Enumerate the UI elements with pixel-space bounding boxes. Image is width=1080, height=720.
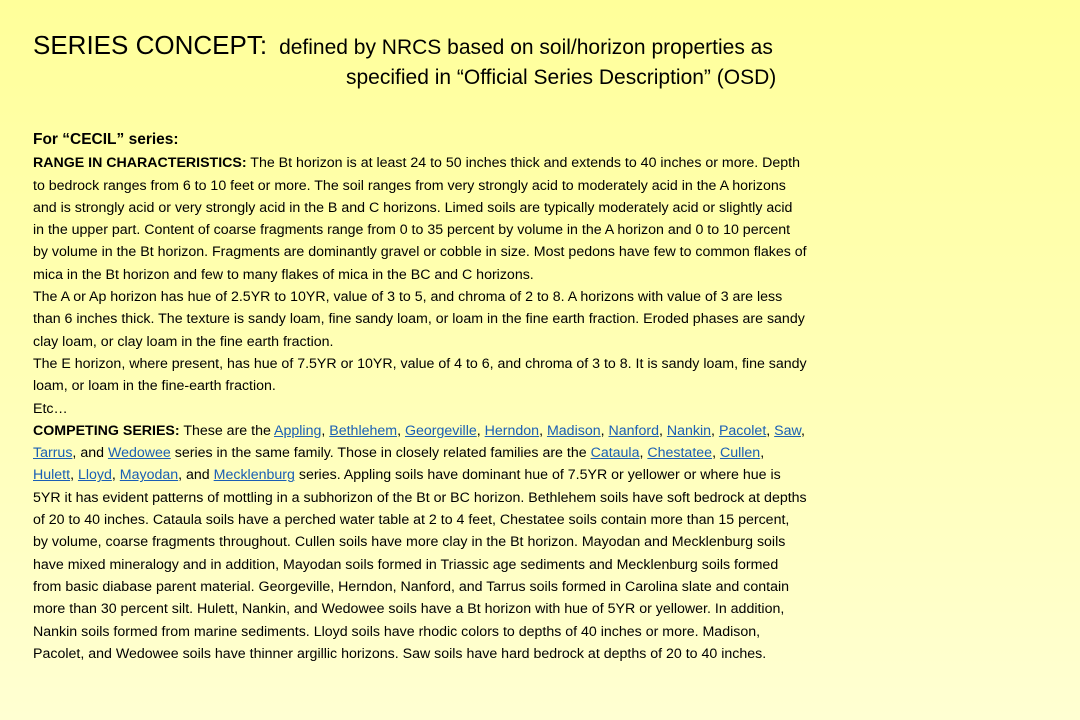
text-line: by volume, coarse fragments throughout. Cullen soils have more clay in the Bt horizon. Mayodan and Mecklenburg soils: [33, 534, 786, 551]
link-herndon[interactable]: Herndon: [484, 422, 540, 439]
link-nanford[interactable]: Nanford: [608, 422, 659, 439]
text-line: The E horizon, where present, has hue of 7.5YR or 10YR, value of 4 to 6, and chroma of 3 to 8. It is sandy loam, fine sandy: [33, 355, 807, 372]
text-line: have mixed mineralogy and in addition, Mayodan soils formed in Triassic age sediments and Mecklenburg soils formed: [33, 556, 779, 573]
text-line: loam, or loam in the fine-earth fraction.: [33, 378, 276, 395]
text-line: [33, 152, 1063, 174]
range-paragraph: [33, 152, 1063, 286]
text-line: 5YR it has evident patterns of mottling in a subhorizon of the Bt or BC horizon. Bethlehem soils have soft bedrock at depths: [33, 489, 807, 506]
range-label: RANGE IN CHARACTERISTICS:: [33, 155, 247, 172]
series-subheading: For “CECIL” series:: [33, 131, 179, 148]
text-line: and is strongly acid or very strongly acid in the B and C horizons. Limed soils are typically moderately acid or slightly acid: [33, 199, 793, 216]
e-horizon-paragraph: [33, 353, 1063, 398]
link-mayodan[interactable]: Mayodan: [119, 467, 179, 484]
link-mecklenburg[interactable]: Mecklenburg: [213, 467, 295, 484]
text-line: Tarrus, and Wedowee series in the same family. Those in closely related families are the Cataula, Chestatee, Cullen,: [33, 445, 765, 462]
text-line: by volume in the Bt horizon. Fragments are dominantly gravel or cobble in size. Most pedons have few to common flakes of: [33, 244, 807, 261]
text-line: clay loam, or clay loam in the fine earth fraction.: [33, 333, 334, 350]
link-pacolet[interactable]: Pacolet: [718, 422, 767, 439]
text-line: Pacolet, and Wedowee soils have thinner argillic horizons. Saw soils have hard bedrock at depths of 20 to 40 inches.: [33, 645, 767, 662]
text-line: more than 30 percent silt. Hulett, Nankin, and Wedowee soils have a Bt horizon with hue of 5YR or yellower. In addition,: [33, 601, 785, 618]
heading-subtitle-1: defined by NRCS based on soil/horizon properties as: [279, 36, 773, 59]
link-nankin[interactable]: Nankin: [666, 422, 712, 439]
link-tarrus[interactable]: Tarrus: [33, 445, 73, 462]
link-lloyd[interactable]: Lloyd: [77, 467, 112, 484]
link-madison[interactable]: Madison: [546, 422, 601, 439]
heading-title: SERIES CONCEPT:: [33, 30, 268, 60]
heading-line-1: [33, 30, 776, 68]
link-cullen[interactable]: Cullen: [719, 445, 761, 462]
text-line: mica in the Bt horizon and few to many flakes of mica in the BC and C horizons.: [33, 266, 534, 283]
competing-label: COMPETING SERIES:: [33, 422, 180, 439]
text-span: and: [80, 445, 104, 462]
text-line: of 20 to 40 inches. Cataula soils have a perched water table at 2 to 4 feet, Chestatee soils contain more than 15 percent,: [33, 512, 790, 529]
link-bethlehem[interactable]: Bethlehem: [329, 422, 398, 439]
text-line: The A or Ap horizon has hue of 2.5YR to 10YR, value of 3 to 5, and chroma of 2 to 8. A horizons with value of 3 are less: [33, 289, 783, 306]
link-hulett[interactable]: Hulett: [33, 467, 71, 484]
text-span: These are the: [183, 422, 271, 439]
link-wedowee[interactable]: Wedowee: [107, 445, 171, 462]
link-saw[interactable]: Saw: [774, 422, 801, 439]
text-span: series in the same family. Those in closely related families are the: [174, 445, 587, 462]
link-cataula[interactable]: Cataula: [590, 445, 640, 462]
a-horizon-paragraph: [33, 286, 1063, 353]
heading-subtitle-2: specified in “Official Series Description” (OSD): [346, 66, 777, 89]
text-span: series. Appling soils have dominant hue of 7.5YR or yellower or where hue is: [298, 467, 781, 484]
link-georgeville[interactable]: Georgeville: [404, 422, 477, 439]
text-span: The Bt horizon is at least 24 to 50 inches thick and extends to 40 inches or more. Depth: [250, 155, 800, 172]
text-line: COMPETING SERIES: These are the Appling, Bethlehem, Georgeville, Herndon, Madison, Nanford, Nankin, Pacolet, Saw,: [33, 422, 805, 439]
link-appling[interactable]: Appling: [274, 422, 322, 439]
slide-body: [33, 129, 1063, 665]
competing-paragraph: [33, 420, 1063, 665]
text-line: in the upper part. Content of coarse fragments range from 0 to 35 percent by volume in the A horizon and 0 to 10 percent: [33, 222, 791, 239]
text-line: Hulett, Lloyd, Mayodan, and Mecklenburg series. Appling soils have dominant hue of 7.5YR or yellower or where hue is: [33, 467, 781, 484]
text-line: to bedrock ranges from 6 to 10 feet or more. The soil ranges from very strongly acid to moderately acid in the A horizons: [33, 177, 786, 194]
text-span: and: [186, 467, 210, 484]
text-line: from basic diabase parent material. Georgeville, Herndon, Nanford, and Tarrus soils formed in Carolina slate and contain: [33, 578, 790, 595]
slide-heading: [33, 30, 776, 90]
etc-text: Etc…: [33, 400, 68, 417]
link-chestatee[interactable]: Chestatee: [647, 445, 713, 462]
text-line: than 6 inches thick. The texture is sandy loam, fine sandy loam, or loam in the fine earth fraction. Eroded phases are sandy: [33, 311, 805, 328]
text-line: Nankin soils formed from marine sediments. Lloyd soils have rhodic colors to depths of 40 inches or more. Madison,: [33, 623, 761, 640]
